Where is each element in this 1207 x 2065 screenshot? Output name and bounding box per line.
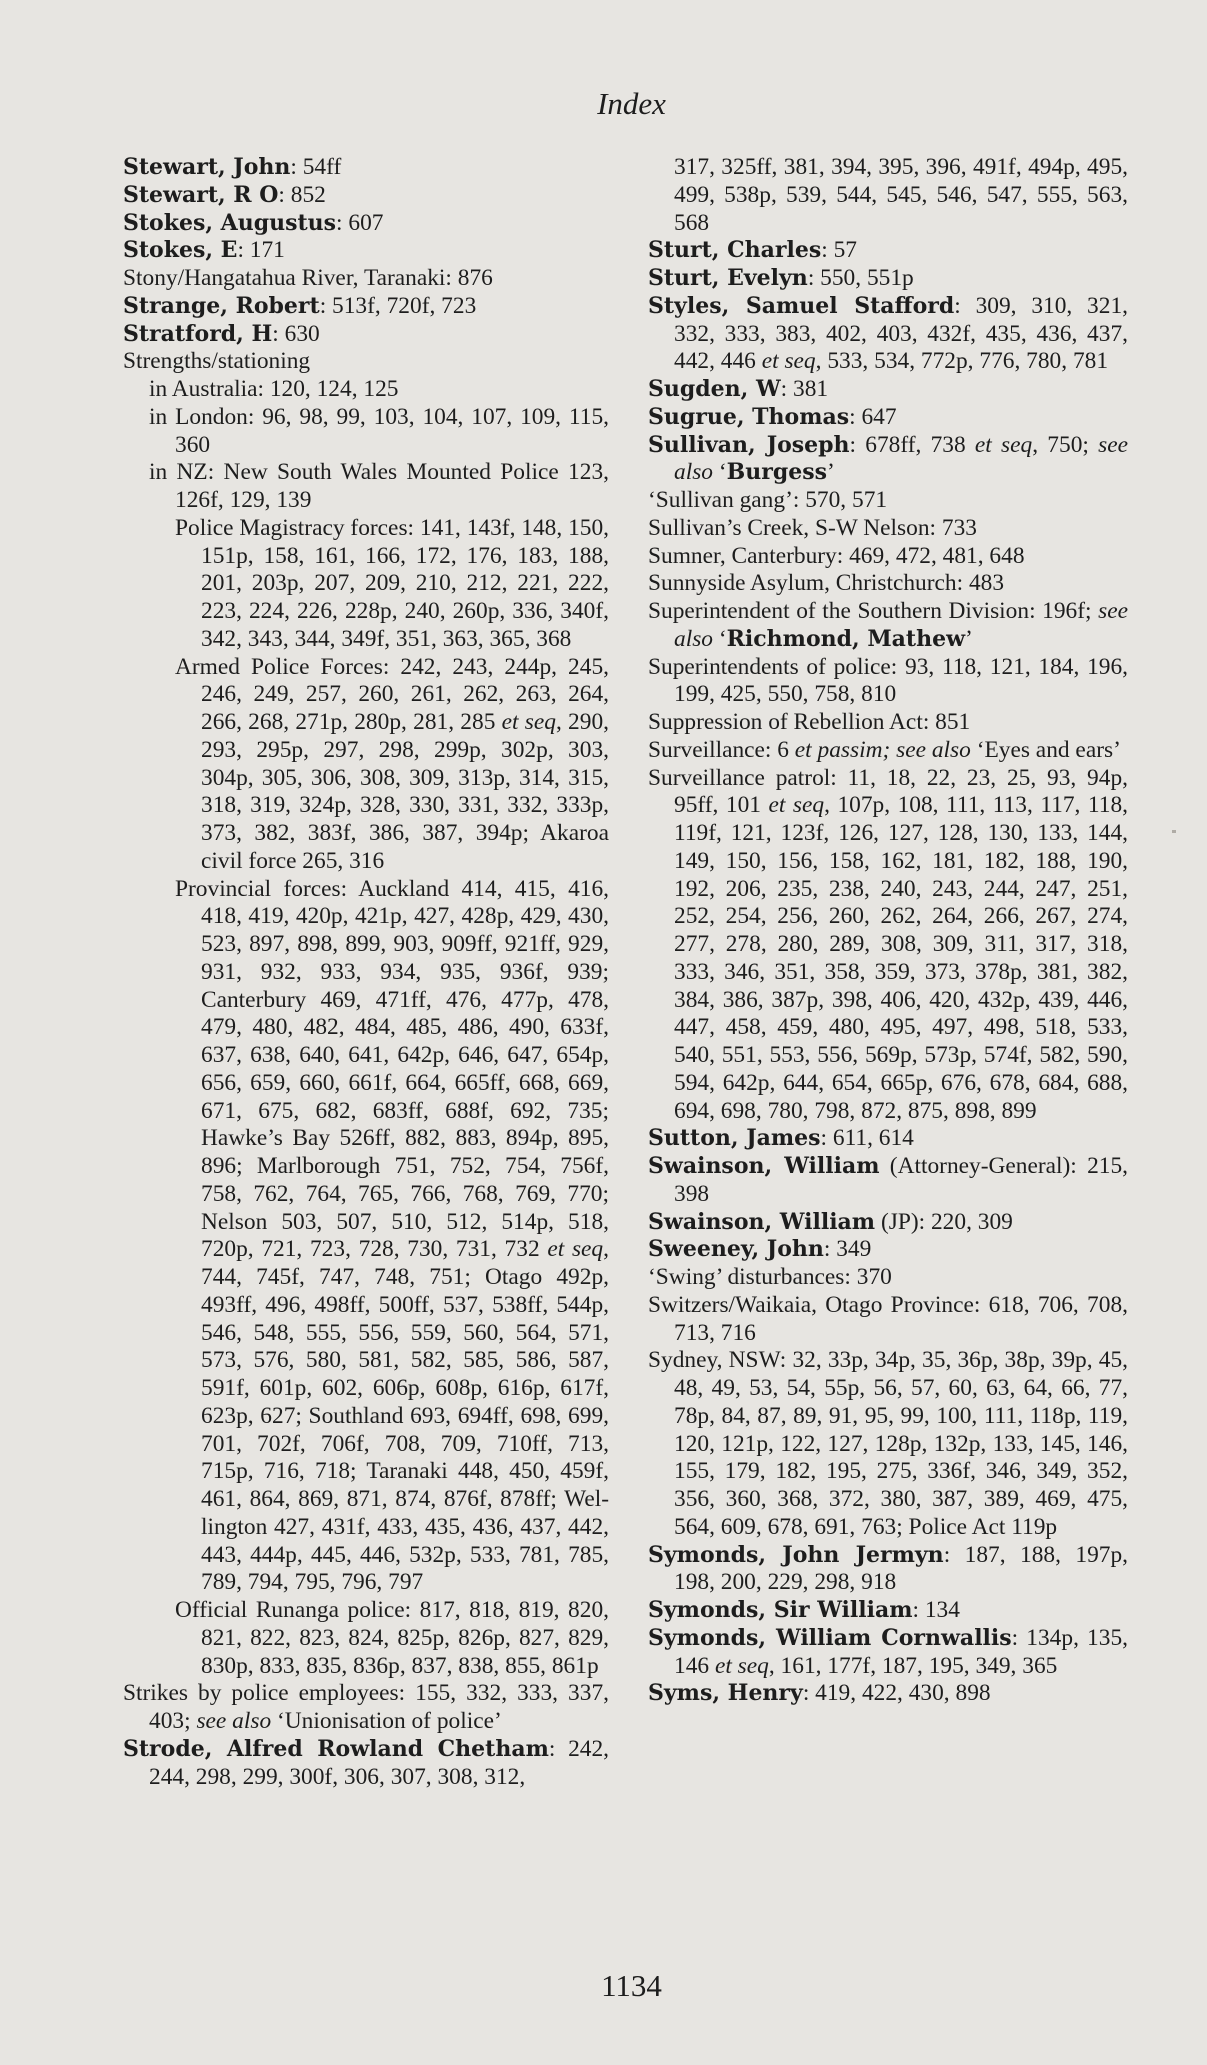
entry-text: et seq bbox=[768, 792, 825, 819]
index-entry bbox=[648, 570, 1128, 598]
entry-text: Sunnyside Asylum, Christchurch: 483 bbox=[648, 570, 1005, 597]
entry-text: ’ bbox=[826, 459, 835, 486]
entry-text: , 750; bbox=[1032, 431, 1099, 458]
index-entry bbox=[648, 1125, 1128, 1153]
entry-text: in NZ: New South Wales Mounted Police 123, 126f, 129, 139 bbox=[149, 459, 609, 513]
index-entry bbox=[648, 709, 1128, 737]
entry-text: , 161, 177f, 187, 195, 349, 365 bbox=[768, 1652, 1058, 1679]
entry-heading: Richmond, Mathew bbox=[726, 625, 966, 652]
entry-text: : 852 bbox=[278, 181, 326, 208]
entry-text: Stony/Hangatahua River, Taranaki: 876 bbox=[123, 265, 493, 291]
entry-text: Sydney, NSW: 32, 33p, 34p, 35, 36p, 38p, 39p, 45, 48, 49, 53, 54, 55p, 56, 57, 60, 63, 64, 66, 77, 78p, 84, 87, 89, 91, 95, 99, 100, 111, 118p, 119, 120, 121p, 122, 127, 128p, 132p, 133, 145, 146, 155, 179, 182, 195, 275, 336f, 346, 349, 352, 356, 360, 368, 372, 380, 387, 389, 469, 475, 564, 609, 678, 691, 763; Police Act 119p bbox=[648, 1347, 1128, 1540]
entry-text: see also bbox=[674, 598, 1128, 652]
entry-heading: Sullivan, Joseph bbox=[648, 431, 850, 458]
entry-text: Sumner, Canterbury: 469, 472, 481, 648 bbox=[648, 542, 1025, 569]
index-entry bbox=[648, 237, 1128, 265]
entry-text: et seq bbox=[714, 1652, 769, 1679]
index-entry bbox=[648, 1209, 1128, 1237]
index-entry bbox=[123, 1680, 609, 1736]
entry-text: : 134p, 135, 146 bbox=[674, 1624, 1128, 1679]
index-entry bbox=[175, 1597, 609, 1680]
index-column-left bbox=[123, 154, 609, 1791]
entry-text: Suppression of Rebellion Act: 851 bbox=[648, 709, 971, 735]
index-entry bbox=[123, 321, 609, 349]
entry-text: : 550, 551p bbox=[807, 265, 914, 291]
entry-text: see also bbox=[674, 431, 1128, 486]
entry-text: : 309, 310, 321, 332, 333, 383, 402, 403, 432f, 435, 436, 437, 442, 446 bbox=[674, 292, 1128, 375]
entry-text: , 107p, 108, 111, 113, 117, 118, 119f, 121, 123f, 126, 127, 128, 130, 133, 144, 149, 150, 156, 158, 162, 181, 182, 188, 190, 192, 206, 235, 238, 240, 243, 244, 247, 251, 252, 254, 256, 260, 262, 264, 266, 267, 274, 277, 278, 280, 289, 308, 309, 311, 317, 318, 333, 346, 351, 358, 359, 373, 378p, 381, 382, 384, 386, 387p, 398, 406, 420, 432p, 439, 446, 447, 458, 459, 480, 495, 497, 498, 518, 533, 540, 551, 553, 556, 569p, 573p, 574f, 582, 590, 594, 642p, 644, 654, 665p, 676, 678, 684, 688, 694, 698, 780, 798, 872, 875, 898, 899 bbox=[674, 792, 1128, 1124]
entry-text: : 419, 422, 430, 898 bbox=[802, 1680, 991, 1707]
index-entry bbox=[648, 598, 1128, 654]
entry-text: Armed Police Forces: 242, 243, 244p, 245, 246, 249, 257, 260, 261, 262, 263, 264, 266, 268, 271p, 280p, 281, 285 bbox=[175, 653, 609, 735]
entry-text: : 607 bbox=[336, 209, 384, 236]
index-entry bbox=[648, 1597, 1128, 1625]
index-column-right bbox=[648, 154, 1128, 1708]
entry-heading: Swainson, William bbox=[648, 1208, 876, 1235]
entry-text: ‘Swing’ disturbances: 370 bbox=[648, 1264, 892, 1290]
index-entry bbox=[648, 487, 1128, 515]
index-entry bbox=[123, 348, 609, 376]
index-entry bbox=[648, 154, 1128, 237]
index-entry bbox=[648, 1680, 1128, 1708]
entry-text: ‘ bbox=[713, 459, 727, 486]
entry-text: : 57 bbox=[821, 237, 857, 264]
entry-heading: Sutton, James bbox=[648, 1125, 821, 1152]
entry-text: : 349 bbox=[823, 1236, 872, 1263]
index-entry bbox=[648, 654, 1128, 710]
entry-heading: Syms, Henry bbox=[648, 1680, 803, 1707]
entry-text: Surveillance: 6 bbox=[648, 736, 795, 763]
page-header: Index bbox=[597, 86, 666, 121]
index-entry bbox=[648, 515, 1128, 543]
index-entry bbox=[648, 1236, 1128, 1264]
entry-text: : 630 bbox=[272, 320, 320, 347]
entry-text: : 381 bbox=[780, 376, 829, 402]
page-number: 1134 bbox=[601, 1968, 662, 2003]
entry-text: 317, 325ff, 381, 394, 395, 396, 491f, 494p, 495, 499, 538p, 539, 544, 545, 546, 547, 555, 563, 568 bbox=[674, 154, 1128, 236]
entry-text: et passim; see also bbox=[794, 736, 971, 763]
entry-heading: Strode, Alfred Rowland Chetham bbox=[123, 1735, 549, 1762]
entry-text: Provincial forces: Auckland 414, 415, 416, 418, 419, 420p, 421p, 427, 428p, 429, 430, 523, 897, 898, 899, 903, 909ff, 921ff, 929, 931, 932, 933, 934, 935, 936f, 939; Canterbury 469, 471ff, 476, 477p, 478, 479, 480, 482, 484, 485, 486, 490, 633f, 637, 638, 640, 641, 642p, 646, 647, 654p, 656, 659, 660, 661f, 664, 665ff, 668, 669, 671, 675, 682, 683ff, 688f, 692, 735; Hawke’s Bay 526ff, 882, 883, 894p, 895, 896; Marlborough 751, 752, 754, 756f, 758, 762, 764, 765, 766, 768, 769, 770; Nelson 503, 507, 510, 512, 514p, 518, 720p, 721, 723, 728, 730, 731, 732 bbox=[175, 875, 609, 1263]
index-entry bbox=[123, 1736, 609, 1792]
entry-text: ‘Unionisation of police’ bbox=[271, 1708, 502, 1734]
index-entry bbox=[648, 1347, 1128, 1541]
index-entry bbox=[123, 210, 609, 238]
entry-heading: Sturt, Charles bbox=[648, 237, 822, 264]
entry-heading: Sweeney, John bbox=[648, 1236, 824, 1263]
index-entry bbox=[648, 1264, 1128, 1292]
entry-text: (Attorney-General): 215, 398 bbox=[674, 1153, 1129, 1207]
index-entry bbox=[648, 265, 1128, 293]
entry-text: Surveillance patrol: 11, 18, 22, 23, 25, 93, 94p, 95ff, 101 bbox=[648, 764, 1128, 819]
entry-text: Switzers/Waikaia, Otago Province: 618, 706, 708, 713, 716 bbox=[648, 1291, 1128, 1346]
entry-text: et seq bbox=[547, 1236, 604, 1263]
entry-text: ’ bbox=[965, 625, 973, 652]
entry-text: et seq bbox=[761, 348, 816, 375]
entry-text: : 54ff bbox=[290, 154, 342, 180]
index-entry bbox=[648, 432, 1128, 488]
entry-text: ‘Eyes and ears’ bbox=[970, 736, 1121, 763]
entry-heading: Symonds, Sir William bbox=[648, 1597, 913, 1623]
index-entry bbox=[175, 515, 609, 654]
entry-heading: Stewart, R O bbox=[123, 181, 279, 208]
entry-text: see also bbox=[196, 1708, 272, 1734]
entry-text: (JP): 220, 309 bbox=[875, 1208, 1013, 1235]
index-entry bbox=[149, 376, 609, 404]
entry-text: : 171 bbox=[237, 237, 285, 264]
entry-heading: Sturt, Evelyn bbox=[648, 265, 808, 291]
index-entry bbox=[149, 404, 609, 460]
entry-text: : 513f, 720f, 723 bbox=[319, 292, 477, 319]
index-entry bbox=[149, 459, 609, 515]
entry-text: Sullivan’s Creek, S-W Nelson: 733 bbox=[648, 514, 977, 541]
entry-heading: Strange, Robert bbox=[123, 292, 320, 319]
index-entry bbox=[123, 293, 609, 321]
entry-text: : 647 bbox=[849, 403, 897, 430]
index-entry bbox=[123, 154, 609, 182]
entry-heading: Stokes, Augustus bbox=[123, 209, 337, 236]
entry-text: , 533, 534, 772p, 776, 780, 781 bbox=[815, 348, 1109, 375]
entry-text: : 678ff, 738 bbox=[849, 431, 975, 458]
entry-text: in London: 96, 98, 99, 103, 104, 107, 109, 115, 360 bbox=[149, 403, 609, 458]
index-entry bbox=[175, 876, 609, 1598]
entry-text: Strengths/stationing bbox=[123, 348, 311, 375]
index-entry bbox=[648, 404, 1128, 432]
entry-text: : 187, 188, 197p, 198, 200, 229, 298, 918 bbox=[674, 1541, 1128, 1596]
entry-heading: Stewart, John bbox=[123, 154, 291, 180]
entry-text: : 611, 614 bbox=[820, 1125, 914, 1152]
entry-text: : 134 bbox=[912, 1597, 960, 1623]
index-entry bbox=[648, 293, 1128, 376]
entry-heading: Burgess bbox=[726, 459, 827, 486]
entry-text: Official Runanga police: 817, 818, 819, 820, 821, 822, 823, 824, 825p, 826p, 827, 829, 830p, 833, 835, 836p, 837, 838, 855, 861p bbox=[175, 1597, 609, 1679]
index-entry bbox=[648, 737, 1128, 765]
index-entry bbox=[123, 182, 609, 210]
entry-text: , 744, 745f, 747, 748, 751; Otago 492p, 493ff, 496, 498ff, 500ff, 537, 538ff, 544p, 546, 548, 555, 556, 559, 560, 564, 571, 573, 576, 580, 581, 582, 585, 586, 587, 591f, 601p, 602, 606p, 608p, 616p, 617f, 623p, 627; Southland 693, 694ff, 698, 699, 701, 702f, 706f, 708, 709, 710ff, 713, 715p, 716, 718; Taranaki 448, 450, 459f, 461, 864, 869, 871, 874, 876f, 878ff; Wellington 427, 431f, 433, 435, 436, 437, 442, 443, 444p, 445, 446, 532p, 533, 781, 785, 789, 794, 795, 796, 797 bbox=[201, 1236, 609, 1596]
index-entry bbox=[648, 543, 1128, 571]
entry-heading: Swainson, William bbox=[648, 1153, 880, 1179]
index-entry bbox=[648, 376, 1128, 404]
entry-heading: Sugrue, Thomas bbox=[648, 403, 850, 430]
entry-text: et seq bbox=[974, 431, 1033, 458]
entry-text: ‘ bbox=[713, 625, 727, 652]
index-entry bbox=[123, 237, 609, 265]
entry-text: , 290, 293, 295p, 297, 298, 299p, 302p, 303, 304p, 305, 306, 308, 309, 313p, 314, 315, 318, 319, 324p, 328, 330, 331, 332, 333p, 373, 382, 383f, 386, 387, 394p; Akaroa civil force 265, 316 bbox=[201, 709, 609, 874]
entry-text: et seq bbox=[501, 709, 556, 735]
entry-heading: Symonds, John Jermyn bbox=[648, 1541, 944, 1568]
entry-heading: Sugden, W bbox=[648, 376, 781, 402]
index-entry bbox=[648, 1625, 1128, 1681]
entry-heading: Stokes, E bbox=[123, 237, 238, 264]
entry-text: Superintendents of police: 93, 118, 121, 184, 196, 199, 425, 550, 758, 810 bbox=[648, 653, 1128, 708]
index-entry bbox=[175, 654, 609, 876]
entry-heading: Styles, Samuel Stafford bbox=[648, 292, 955, 319]
entry-text: Superintendent of the Southern Division: 196f; bbox=[648, 598, 1099, 624]
entry-heading: Symonds, William Cornwallis bbox=[648, 1624, 1012, 1651]
index-entry bbox=[123, 265, 609, 293]
entry-text: ‘Sullivan gang’: 570, 571 bbox=[648, 487, 888, 513]
entry-heading: Stratford, H bbox=[123, 320, 273, 347]
entry-text: Strikes by police employees: 155, 332, 333, 337, 403; bbox=[123, 1680, 609, 1734]
index-entry bbox=[648, 1153, 1128, 1209]
entry-text: : 242, 244, 298, 299, 300f, 306, 307, 308, 312, bbox=[149, 1735, 609, 1790]
entry-text: in Australia: 120, 124, 125 bbox=[149, 376, 399, 402]
entry-text: Police Magistracy forces: 141, 143f, 148, 150, 151p, 158, 161, 166, 172, 176, 183, 188, 201, 203p, 207, 209, 210, 212, 221, 222, 223, 224, 226, 228p, 240, 260p, 336, 340f, 342, 343, 344, 349f, 351, 363, 365, 368 bbox=[175, 514, 609, 652]
index-entry bbox=[648, 1292, 1128, 1348]
index-entry bbox=[648, 765, 1128, 1126]
index-entry bbox=[648, 1542, 1128, 1598]
margin-speck bbox=[1172, 830, 1176, 833]
